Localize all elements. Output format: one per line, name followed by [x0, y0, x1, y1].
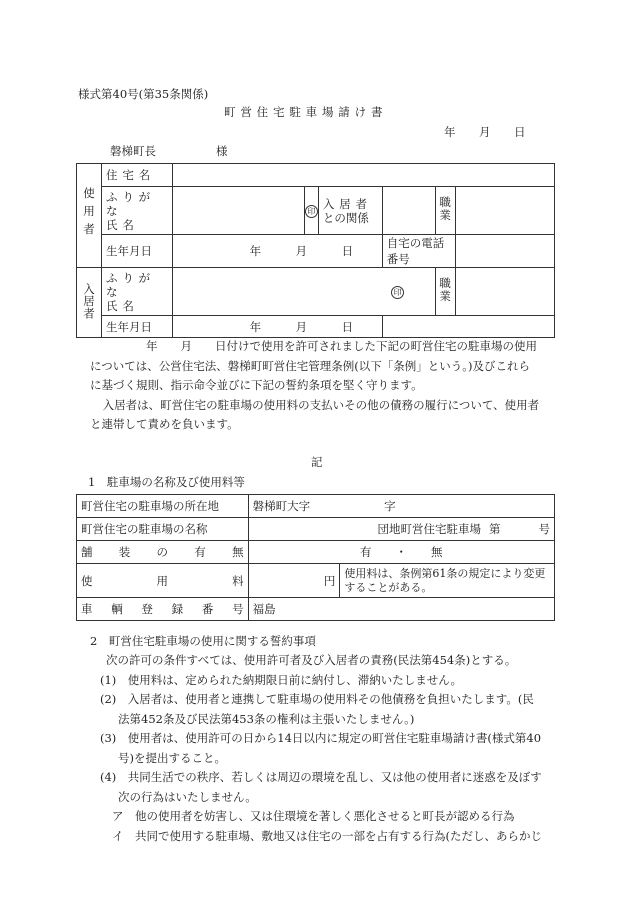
user-name-field[interactable] — [173, 187, 305, 235]
item-4-cont: 次の行為はいたしません。 — [118, 789, 257, 804]
section-2-heading: 2 町営住宅駐車場の使用に関する誓約事項 — [90, 634, 316, 648]
page-title: 町営住宅駐車場請け書 — [224, 105, 388, 119]
birth-day: 日 — [341, 244, 354, 258]
furigana-label: ふりがな — [106, 189, 155, 218]
pledge-paragraph — [90, 337, 555, 435]
location-field[interactable] — [248, 495, 554, 518]
parking-table — [76, 494, 555, 621]
date-year: 年 — [444, 125, 456, 139]
addressee-mayor: 磐梯町長 — [110, 144, 156, 158]
date-day: 日 — [514, 125, 526, 139]
relation-label-a: 入居者 — [322, 196, 372, 211]
paving-value-b: ・ — [395, 545, 408, 559]
pledge-line-1: 年 月 日付けで使用を許可されました下記の町営住宅の駐車場の使用 — [146, 339, 537, 353]
fee-field[interactable] — [248, 564, 340, 598]
registration-field[interactable] — [248, 598, 554, 621]
item-2-cont: 法第452条及び民法第453条の権利は主張いたしません。) — [118, 711, 415, 726]
date-month: 月 — [479, 125, 491, 139]
resident-name-field[interactable] — [173, 268, 435, 316]
paving-field[interactable] — [248, 541, 554, 564]
birth-year: 年 — [249, 244, 262, 258]
occupation-label: 職業 — [438, 196, 453, 222]
birth-month: 月 — [295, 244, 308, 258]
resident-occupation-label: 職業 — [438, 277, 453, 303]
resident-occupation-field[interactable] — [455, 268, 554, 316]
relation-field[interactable] — [382, 187, 435, 235]
name-label: 氏名 — [106, 217, 139, 232]
user-label-cell — [77, 164, 102, 268]
resident-furigana-label: ふりがな — [106, 270, 155, 299]
name-value-b: 第 — [489, 522, 501, 536]
name-value-c: 号 — [538, 522, 550, 536]
address-field[interactable] — [173, 164, 555, 187]
home-phone-label: 自宅の電話番号 — [382, 235, 455, 268]
item-3-cont: 号)を提出すること。 — [118, 750, 226, 765]
user-birthdate-cell[interactable] — [173, 235, 383, 268]
ki-heading: 記 — [311, 455, 323, 469]
resident-birthdate-cell[interactable] — [173, 316, 383, 338]
section-2-intro: 次の許可の条件すべては、使用許可者及び入居者の責務(民法第454条)とする。 — [106, 653, 517, 667]
resident-label: 入居者 — [82, 282, 96, 320]
addressee-honorific: 様 — [216, 144, 228, 158]
parking-name-field[interactable] — [248, 518, 554, 541]
item-4: (4) 共同生活での秩序、若しくは周辺の環境を乱し、又は他の使用者に迷惑を及ぼす — [100, 770, 542, 784]
user-label: 使用者 — [82, 187, 96, 241]
form-number: 様式第40号(第35条関係) — [78, 87, 209, 101]
resident-name-label: 氏名 — [106, 298, 139, 313]
section-1-heading: 1 駐車場の名称及び使用料等 — [88, 475, 245, 489]
paving-label: 舗装の有無 — [77, 541, 249, 564]
subitem-a: ア 他の使用者を妨害し、又は住環境を著しく悪化させると町長が認める行為 — [112, 809, 515, 823]
location-value-a: 磐梯町大字 — [252, 499, 311, 513]
pledge-line-4: 入居者は、町営住宅の駐車場の使用料の支払いその他の債務の履行について、使用者 — [102, 397, 540, 412]
paving-value-a: 有 — [360, 545, 372, 559]
resident-birth-day: 日 — [341, 319, 354, 334]
seal-mark: 印 — [305, 205, 318, 218]
name-value-a: 団地町営住宅駐車場 — [377, 522, 481, 536]
item-2: (2) 入居者は、使用者と連携して駐車場の使用料その他債務を負担いたします。(民 — [100, 692, 534, 706]
registration-value: 福島 — [252, 602, 276, 616]
relation-label-b: との関係 — [322, 210, 369, 225]
address-label: 住宅名 — [102, 164, 173, 187]
user-seal-cell — [304, 187, 318, 235]
resident-birth-month: 月 — [295, 319, 308, 334]
resident-birthdate-label: 生年月日 — [102, 316, 173, 338]
name-label: 町営住宅の駐車場の名称 — [77, 518, 249, 541]
resident-extra-field — [382, 316, 554, 338]
location-label: 町営住宅の駐車場の所在地 — [77, 495, 249, 518]
pledge-line-3: に基づく規則、指示命令並びに下記の誓約条項を堅く守ります。 — [90, 378, 423, 392]
user-occupation-field[interactable] — [455, 187, 554, 235]
birthdate-label: 生年月日 — [102, 235, 173, 268]
subitem-i: イ 共同で使用する駐車場、敷地又は住宅の一部を占有する行為(ただし、あらかじ — [112, 828, 542, 843]
item-3: (3) 使用者は、使用許可の日から14日以内に規定の町営住宅駐車場請け書(様式第40 — [100, 731, 542, 745]
location-value-b: 字 — [384, 499, 396, 513]
home-phone-field[interactable] — [455, 235, 554, 268]
fee-note: 使用料は、条例第61条の規定により変更することがある。 — [340, 564, 555, 598]
pledge-line-5: と連帯して責めを負います。 — [90, 417, 239, 431]
section-2-body — [90, 651, 560, 846]
fee-label: 使用料 — [77, 564, 249, 598]
fee-unit: 円 — [323, 573, 336, 588]
pledge-line-2: については、公営住宅法、磐梯町町営住宅管理条例(以下「条例」という。)及びこれら — [90, 358, 530, 373]
resident-seal-mark: 印 — [391, 286, 404, 299]
registration-label: 車輌登録番号 — [77, 598, 249, 621]
paving-value-c: 無 — [431, 545, 443, 559]
applicant-table — [76, 163, 555, 338]
resident-birth-year: 年 — [249, 319, 262, 334]
item-1: (1) 使用料は、定められた納期限日前に納付し、滞納いたしません。 — [100, 672, 462, 687]
